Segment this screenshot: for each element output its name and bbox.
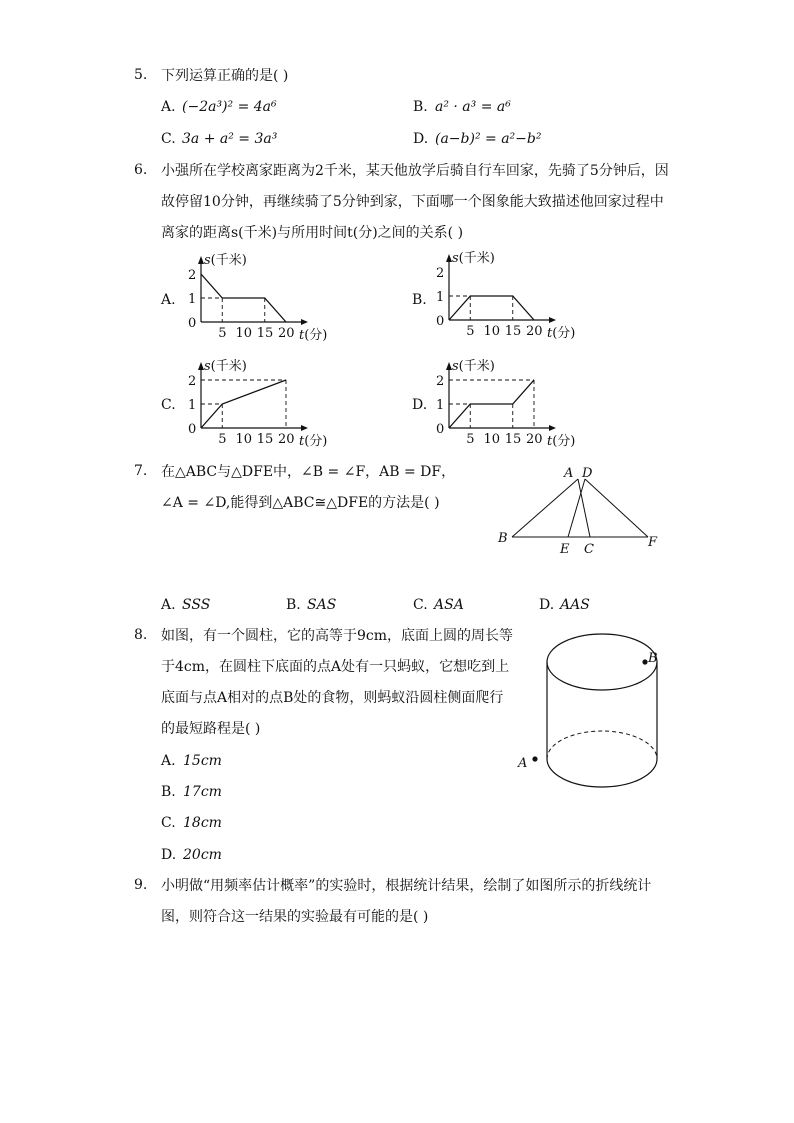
x-tick-label: 20 <box>278 432 295 447</box>
option-label-d: D. <box>412 397 428 413</box>
cylinder-bottom-front <box>547 759 657 787</box>
segment-ba <box>512 479 578 537</box>
question-line-2: ∠A = ∠D,能得到△ABC≅△DFE的方法是( ) <box>161 495 440 511</box>
segment-ac <box>578 479 590 537</box>
y-tick-label: 1 <box>188 292 197 307</box>
x-axis-label: t(分) <box>299 434 328 449</box>
label-a: A <box>564 466 574 481</box>
x-tick-label: 5 <box>466 324 475 339</box>
y-tick-label: 1 <box>436 398 445 413</box>
option-text-c: 3a + a² = 3a³ <box>182 131 278 147</box>
question-number: 7. <box>134 463 148 479</box>
label-e: E <box>560 542 570 557</box>
x-axis-arrow <box>549 425 556 431</box>
label-d: D <box>582 466 593 481</box>
cylinder-top <box>547 634 657 690</box>
y-tick-label: 0 <box>188 422 197 437</box>
option-text-c: ASA <box>434 597 464 613</box>
y-tick-label: 2 <box>188 374 197 389</box>
y-tick-label: 2 <box>188 268 197 283</box>
option-text-a: SSS <box>182 597 211 613</box>
x-tick-label: 5 <box>466 432 475 447</box>
data-line <box>449 380 534 428</box>
question-line-2: 于4cm，在圆柱下底面的点A处有一只蚂蚁，它想吃到上 <box>161 659 510 675</box>
question-line-4: 的最短路程是( ) <box>161 721 261 737</box>
y-axis-label: s(千米) <box>452 251 495 266</box>
label-c: C <box>584 542 594 557</box>
question-line-2: 图，则符合这一结果的实验最有可能的是( ) <box>161 909 429 925</box>
label-a: A <box>518 756 528 771</box>
option-text-c: 18cm <box>183 815 222 831</box>
option-label-c: C. <box>413 597 428 613</box>
point-a <box>532 756 537 761</box>
question-number: 8. <box>134 627 148 643</box>
question-line-1: 在△ABC与△DFE中，∠B = ∠F，AB = DF， <box>161 464 456 480</box>
option-text-a: 15cm <box>183 753 222 769</box>
question-line-3: 离家的距离s(千米)与所用时间t(分)之间的关系( ) <box>161 225 464 241</box>
x-axis-label: t(分) <box>299 328 328 343</box>
x-axis-label: t(分) <box>547 326 576 341</box>
x-tick-label: 15 <box>504 324 522 339</box>
question-line-1: 小明做“用频率估计概率”的实验时，根据统计结果，绘制了如图所示的折线统计 <box>161 878 652 894</box>
option-text-b: SAS <box>307 597 337 613</box>
question-line-1: 小强所在学校离家距离为2千米，某天他放学后骑自行车回家，先骑了5分钟后，因 <box>161 163 669 179</box>
option-label-c: C. <box>161 815 176 831</box>
option-label-d: D. <box>539 597 555 613</box>
option-text-a: (−2a³)² = 4a⁶ <box>182 99 277 115</box>
option-text-d: 20cm <box>183 847 222 863</box>
y-tick-label: 0 <box>436 314 445 329</box>
y-axis-label: s(千米) <box>452 359 495 374</box>
x-tick-label: 10 <box>483 324 501 339</box>
point-b <box>642 659 647 664</box>
x-tick-label: 10 <box>235 326 253 341</box>
option-text-d: (a−b)² = a²−b² <box>435 131 542 147</box>
option-text-d: AAS <box>560 597 590 613</box>
y-tick-label: 1 <box>188 398 197 413</box>
x-tick-label: 20 <box>526 432 543 447</box>
x-tick-label: 10 <box>235 432 253 447</box>
segment-de <box>568 479 585 537</box>
x-tick-label: 10 <box>483 432 501 447</box>
option-label-b: B. <box>413 99 428 115</box>
question-number: 6. <box>134 162 148 178</box>
question-line-1: 如图，有一个圆柱，它的高等于9cm，底面上圆的周长等 <box>161 628 514 644</box>
question-line-2: 故停留10分钟，再继续骑了5分钟到家，下面哪一个图象能大致描述他回家过程中 <box>161 194 664 210</box>
cylinder-figure <box>512 628 672 798</box>
label-b: B <box>498 531 508 546</box>
cylinder-bottom-back <box>547 731 657 759</box>
option-label-a: A. <box>161 597 176 613</box>
triangle-figure <box>490 462 670 562</box>
x-axis-label: t(分) <box>547 434 576 449</box>
y-tick-label: 1 <box>436 290 445 305</box>
option-text-b: 17cm <box>183 784 222 800</box>
question-stem: 下列运算正确的是( ) <box>161 68 289 84</box>
option-label-a: A. <box>161 99 176 115</box>
option-label-d: D. <box>413 131 429 147</box>
option-label-c: C. <box>161 131 176 147</box>
option-label-b: B. <box>412 292 427 308</box>
y-tick-label: 0 <box>436 422 445 437</box>
segment-df <box>585 479 648 537</box>
option-label-a: A. <box>161 292 176 308</box>
y-tick-label: 0 <box>188 316 197 331</box>
y-axis-label: s(千米) <box>204 359 247 374</box>
x-tick-label: 5 <box>218 326 227 341</box>
option-label-b: B. <box>286 597 301 613</box>
x-tick-label: 5 <box>218 432 227 447</box>
option-label-b: B. <box>161 784 176 800</box>
option-label-a: A. <box>161 753 176 769</box>
label-b: B <box>648 651 658 666</box>
y-tick-label: 2 <box>436 374 445 389</box>
x-tick-label: 15 <box>256 326 274 341</box>
option-label-d: D. <box>161 847 177 863</box>
y-tick-label: 2 <box>436 266 445 281</box>
question-number: 9. <box>134 877 148 893</box>
x-tick-label: 15 <box>256 432 274 447</box>
label-f: F <box>648 535 658 550</box>
x-tick-label: 20 <box>278 326 295 341</box>
y-axis-label: s(千米) <box>204 253 247 268</box>
question-line-3: 底面与点A相对的点B处的食物，则蚂蚁沿圆柱侧面爬行 <box>161 690 504 706</box>
option-text-b: a² · a³ = a⁶ <box>435 99 511 115</box>
question-number: 5. <box>134 67 148 83</box>
option-label-c: C. <box>161 397 176 413</box>
x-tick-label: 15 <box>504 432 522 447</box>
x-tick-label: 20 <box>526 324 543 339</box>
